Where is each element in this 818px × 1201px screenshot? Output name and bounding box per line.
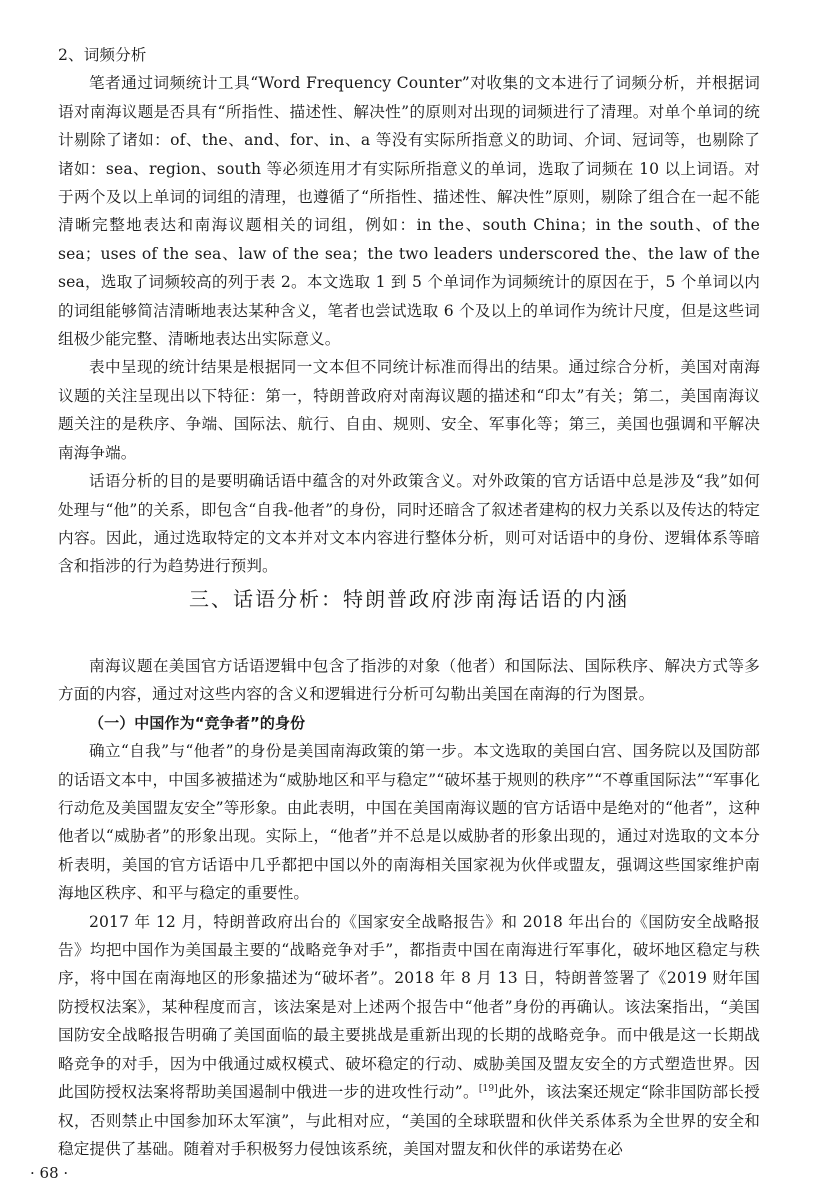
subsection-heading-word-frequency: 2、词频分析 bbox=[58, 46, 147, 64]
paragraph-strategy-reports-part2: 此外，该法案还规定“除非国防部长授权，否则禁止中国参加环太军演”，与此相对应，“美国的全球联盟和伙伴关系体系为全世界的安全和稳定提供了基础。随着对手积极努力侵蚀该系统，美国对盟友和伙伴的承诺势在必 bbox=[58, 1083, 760, 1158]
subheading-text: （一）中国作为“竞争者”的身份 bbox=[89, 713, 306, 732]
paragraph-statistics-results: 表中呈现的统计结果是根据同一文本但不同统计标准而得出的结果。通过综合分析，美国对南海议题的关注呈现出以下特征：第一，特朗普政府对南海议题的描述和“印太”有关；第二，美国南海议题关注的是秩序、争端、国际法、航行、自由、规则、安全、军事化等；第三，美国也强调和平解决南海争端。 bbox=[58, 358, 760, 462]
paragraph-word-frequency-method: 笔者通过词频统计工具“Word Frequency Counter”对收集的文本进行了词频分析，并根据词语对南海议题是否具有“所指性、描述性、解决性”的原则对出现的词频进行了清理。对单个单词的统计剔除了诸如：of、the、and、for、in、a 等没有实际所指意义的助词、介词、冠词等，也剔除了诸如：sea、region、south 等必须连用才有实际所指意义的单词，选取了词频在 10 以上词语。对于两个及以上单词的词组的清理，也遵循了“所指性、描述性、解决性”原则，剔除了组合在一起不能清晰完整地表达和南海议题相关的词组，例如：in the、south China；in the south、of the sea；uses of the sea、law of the sea；the two leaders underscored the、the law of the sea，选取了词频较高的列于表 2。本文选取 1 到 5 个单词作为词频统计的原因在于，5 个单词以内的词组能够简洁清晰地表达某种含义，笔者也尝试选取 6 个及以上的单词作为统计尺度，但是这些词组极少能完整、清晰地表达出实际意义。 bbox=[58, 74, 760, 349]
paragraph-strategy-reports bbox=[58, 908, 760, 1164]
page-number: · 68 · bbox=[30, 1164, 69, 1182]
paragraph-strategy-reports-part1: 2017 年 12 月，特朗普政府出台的《国家安全战略报告》和 2018 年出台的《国防安全战略报告》均把中国作为美国最主要的“战略竞争对手”，都指责中国在南海进行军事化，破坏地区稳定与秩序，将中国在南海地区的形象描述为“破坏者”。2018 年 8 月 13 日，特朗普签署了《2019 财年国防授权法案》，某种程度而言，该法案是对上述两个报告中“他者”身份的再确认。该法案指出，“美国国防安全战略报告明确了美国面临的最主要挑战是重新出现的长期的战略竞争。而中俄是这一长期战略竞争的对手，因为中俄通过威权模式、破坏稳定的行动、威胁美国及盟友安全的方式塑造世界。因此国防授权法案将帮助美国遏制中俄进一步的进攻性行动”。 bbox=[58, 912, 760, 1102]
footnote-reference: [19] bbox=[478, 1083, 498, 1094]
section-title: 三、话语分析：特朗普政府涉南海话语的内涵 bbox=[189, 587, 629, 611]
paragraph-self-other-identity: 确立“自我”与“他者”的身份是美国南海政策的第一步。本文选取的美国白宫、国务院以及国防部的话语文本中，中国多被描述为“威胁地区和平与稳定”“破坏基于规则的秩序”“不尊重国际法”“军事化行动危及美国盟友安全”等形象。由此表明，中国在美国南海议题的官方话语中是绝对的“他者”，这种他者以“威胁者”的形象出现。实际上，“他者”并不总是以威胁者的形象出现的，通过对选取的文本分析表明，美国的官方话语中几乎都把中国以外的南海相关国家视为伙伴或盟友，强调这些国家维护南海地区秩序、和平与稳定的重要性。 bbox=[58, 742, 760, 903]
paragraph-section-intro: 南海议题在美国官方话语逻辑中包含了指涉的对象（他者）和国际法、国际秩序、解决方式等多方面的内容，通过对这些内容的含义和逻辑进行分析可勾勒出美国在南海的行为图景。 bbox=[58, 657, 760, 704]
top-text-block bbox=[58, 41, 760, 581]
paragraph-discourse-purpose: 话语分析的目的是要明确话语中蕴含的对外政策含义。对外政策的官方话语中总是涉及“我”如何处理与“他”的关系，即包含“自我-他者”的身份，同时还暗含了叙述者建构的权力关系以及传达的特定内容。因此，通过选取特定的文本并对文本内容进行整体分析，则可对话语中的身份、逻辑体系等暗含和指涉的行为趋势进行预判。 bbox=[58, 472, 760, 576]
bottom-text-block bbox=[58, 652, 760, 1163]
subheading-china-competitor bbox=[58, 709, 760, 737]
